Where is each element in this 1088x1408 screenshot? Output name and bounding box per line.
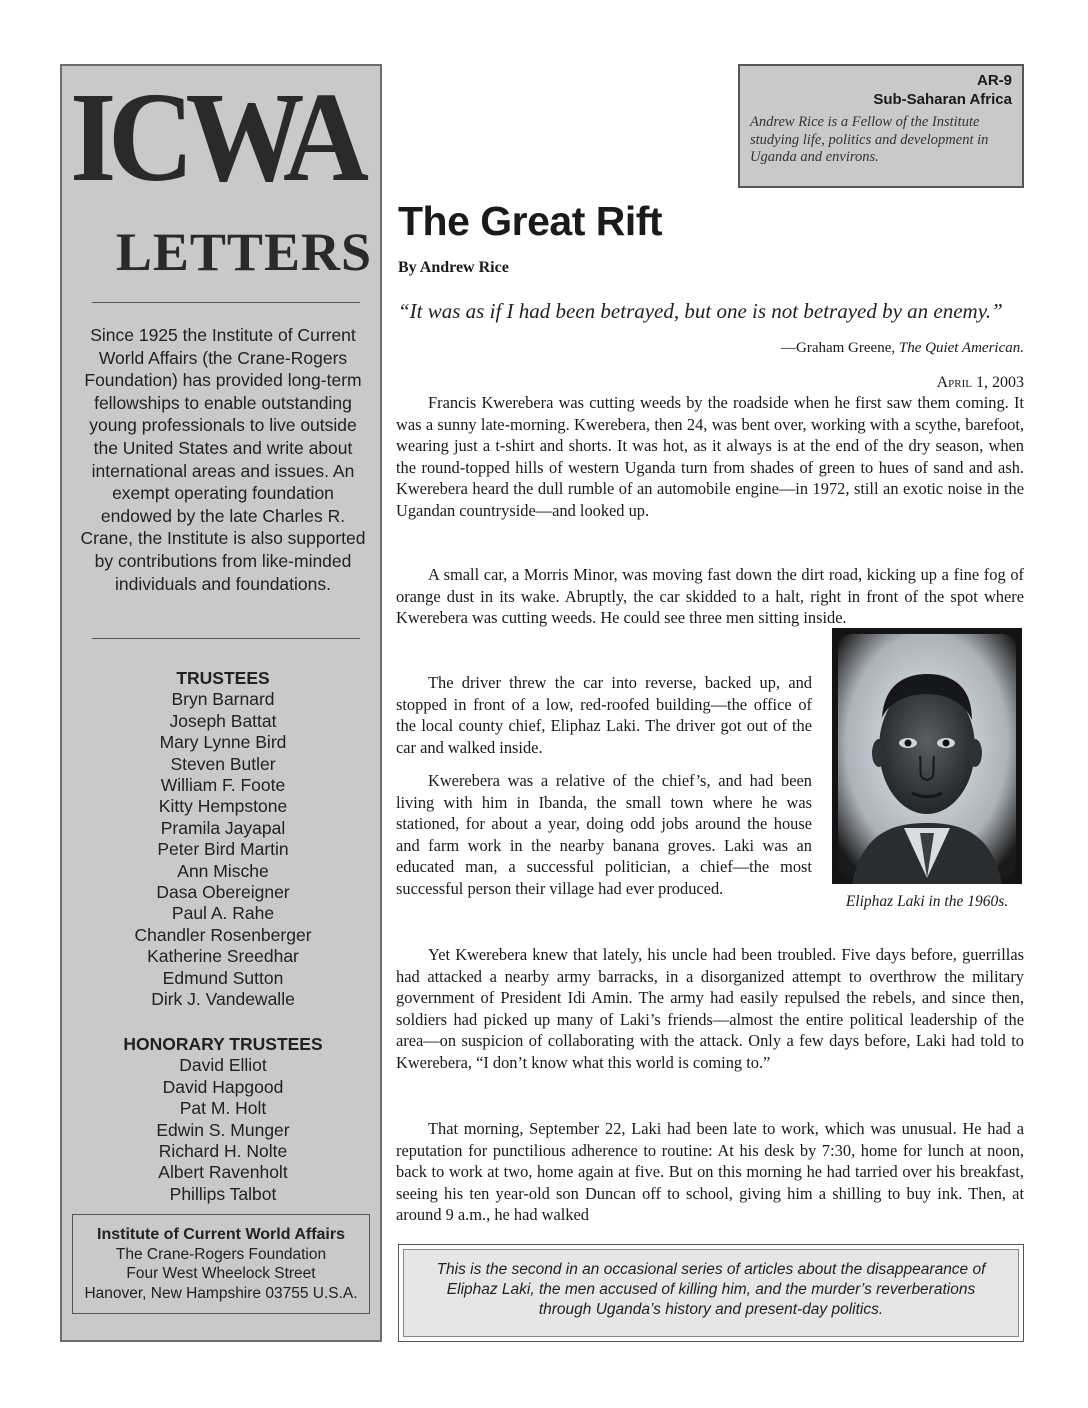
photo-caption: Eliphaz Laki in the 1960s. (845, 893, 1009, 910)
address-line: Hanover, New Hampshire 03755 U.S.A. (84, 1284, 358, 1302)
trustees-heading: TRUSTEES (176, 668, 270, 688)
trustee-name: Pramila Jayapal (160, 817, 286, 838)
honorary-trustee-name: David Hapgood (162, 1076, 284, 1097)
trustee-name: Dirk J. Vandewalle (151, 989, 295, 1010)
article-paragraph: Kwerebera was a relative of the chief’s, and had been living with him in Ibanda, the small town where he was stationed, for about a year, doing odd jobs around the house and farm work in the nearby banana groves. Laki was an educated man, a successful politician, a chief—the most successful person their village had ever produced. (396, 771, 812, 898)
divider (92, 638, 360, 639)
trustee-name: Bryn Barnard (171, 689, 275, 710)
logo-icwa: ICWA (70, 66, 361, 208)
honorary-trustee-name: Albert Ravenholt (158, 1162, 288, 1183)
trustee-name: Ann Mische (177, 860, 269, 881)
series-note-box (398, 1244, 1024, 1342)
article-paragraph: That morning, September 22, Laki had been late to work, which was unusual. He had a reputation for punctilious adherence to routine: At his desk by 7:30, home for lunch at noon, back to work at two, home again at five. But on this morning he had tarried over his breakfast, seeing his ten year-old son Duncan off to school, giving him a shilling to buy ink. Then, at around 9 a.m., he had walked (396, 1119, 1024, 1225)
date-month: April (936, 374, 972, 391)
trustee-name: Mary Lynne Bird (159, 732, 287, 753)
trustee-name: Joseph Battat (169, 710, 277, 731)
letter-info-box (738, 64, 1024, 188)
trustee-name: Peter Bird Martin (157, 839, 289, 860)
series-note: This is the second in an occasional series of articles about the disappearance of Eliphaz Laki, the men accused of killing him, and the murder’s reverberations through Uganda’s history and present-day politics. (403, 1249, 1019, 1337)
trustee-name: Katherine Sreedhar (147, 946, 299, 967)
trustee-name: Steven Butler (170, 753, 276, 774)
honorary-trustee-name: Pat M. Holt (179, 1098, 267, 1119)
epigraph: “It was as if I had been betrayed, but one is not betrayed by an enemy.” (398, 299, 1003, 323)
trustee-name: Edmund Sutton (162, 967, 284, 988)
portrait-photo (832, 628, 1022, 884)
trustee-name: Kitty Hempstone (158, 796, 288, 817)
article-paragraph: Yet Kwerebera knew that lately, his uncle had been troubled. Five days before, guerrillas had attacked a nearby army barracks, in a disorganized attempt to overthrow the military government of President Idi Amin. The army had easily repulsed the rebels, and since then, soldiers had picked up many of Laki’s friends—almost the entire political leadership of the area—on suspicion of collaborating with the attack. Only a few days before, Laki had told to Kwerebera, “I don’t know what this world is coming to.” (396, 945, 1024, 1072)
dateline (700, 372, 1024, 394)
divider (92, 302, 360, 303)
byline: By Andrew Rice (398, 259, 509, 276)
logo-letters: LETTERS (115, 222, 372, 282)
address-title: Institute of Current World Affairs (97, 1226, 345, 1243)
honorary-trustees-heading: HONORARY TRUSTEES (123, 1034, 323, 1054)
trustee-name: Paul A. Rahe (171, 903, 275, 924)
trustee-name: Dasa Obereigner (156, 882, 290, 903)
attribution-work: The Quiet American. (898, 340, 1024, 356)
article-paragraph: The driver threw the car into reverse, backed up, and stopped in front of a low, red-roofed building—the office of the local county chief, Eliphaz Laki. The driver got out of the car and walked inside. (396, 673, 812, 757)
honorary-trustee-name: Richard H. Nolte (158, 1141, 288, 1162)
letter-code: AR-9 (976, 72, 1012, 89)
honorary-trustees-list (80, 1034, 366, 1205)
article-title: The Great Rift (398, 198, 663, 244)
honorary-trustee-name: David Elliot (179, 1055, 267, 1076)
honorary-trustee-name: Phillips Talbot (169, 1183, 277, 1204)
address-line: Four West Wheelock Street (126, 1265, 316, 1282)
article-paragraph: A small car, a Morris Minor, was moving fast down the dirt road, kicking up a fine fog of orange dust in its wake. Abruptly, the car skidded to a halt, right in front of the spot where Kwerebera was cutting weeds. He could see three men sitting inside. (396, 565, 1024, 628)
institute-description: Since 1925 the Institute of Current World Affairs (the Crane-Rogers Foundation) has provided long-term fellowships to enable outstanding young professionals to live outside the United States and write about international areas and issues. An exempt operating foundation endowed by the late Charles R. Crane, the Institute is also supported by contributions from like-minded individuals and foundations. (80, 325, 366, 594)
institute-address (72, 1214, 370, 1314)
portrait-image (832, 628, 1022, 884)
epigraph-attribution (600, 337, 1024, 359)
fellow-description: Andrew Rice is a Fellow of the Institute studying life, politics and development in Uganda and environs. (750, 114, 989, 165)
trustees-list (80, 668, 366, 1011)
sidebar (60, 64, 382, 1342)
honorary-trustee-name: Edwin S. Munger (156, 1119, 290, 1140)
trustee-name: William F. Foote (160, 775, 286, 796)
attribution-author: —Graham Greene, (781, 340, 899, 356)
trustee-name: Chandler Rosenberger (134, 924, 312, 945)
article-paragraph: Francis Kwerebera was cutting weeds by the roadside when he first saw them coming. It was a sunny late-morning. Kwerebera, then 24, was bent over, working with a scythe, barefoot, wearing just a t-shirt and shorts. It was hot, as it always is at the end of the dry season, when the round-topped hills of western Uganda turn from shades of green to hues of sand and ash. Kwerebera heard the dull rumble of an automobile engine—in 1972, still an exotic noise in the Ugandan countryside—and looked up. (396, 393, 1024, 520)
region-label: Sub-Saharan Africa (873, 91, 1012, 108)
address-line: The Crane-Rogers Foundation (115, 1245, 327, 1263)
date-rest: 1, 2003 (972, 374, 1024, 391)
